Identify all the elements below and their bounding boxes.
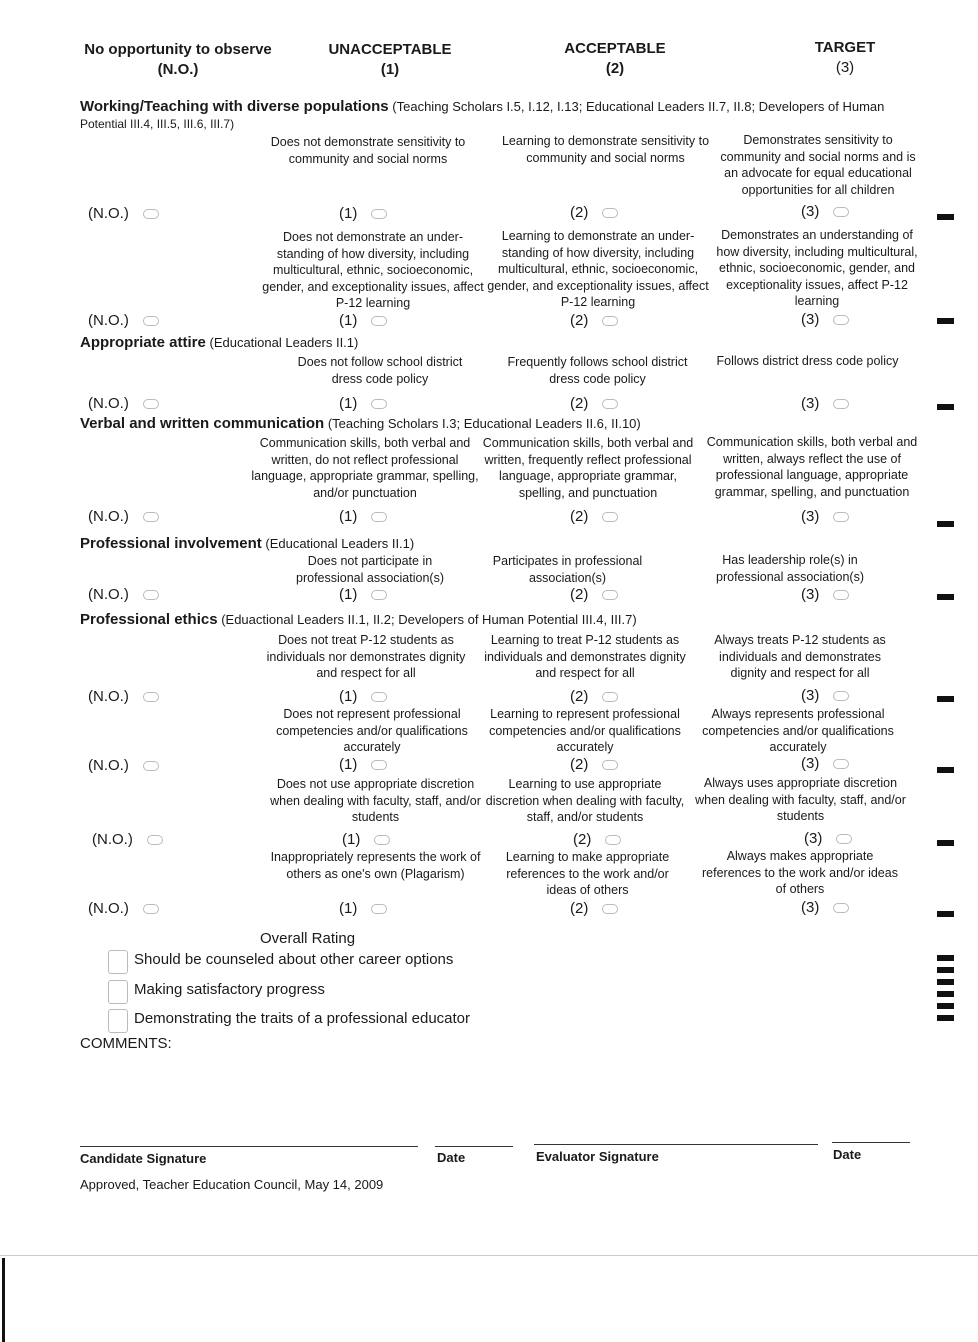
header-target [795,38,895,78]
header-ta-title: TARGET [814,39,876,56]
r1-label: (1) [339,688,358,705]
desc-5a: Does not participate in professional association(s) [296,554,444,585]
scan-mark [937,594,954,600]
bubble-icon[interactable] [833,207,849,217]
bubble-icon[interactable] [602,316,618,326]
header-unacceptable [320,40,460,80]
scan-mark [937,967,954,973]
r2-label: (2) [570,586,589,603]
scan-mark [937,840,954,846]
desc-9b: Learning to make appropriate references to the work and/or ideas of others [505,850,670,897]
desc-4a: Communication skills, both verbal and written, do not reflect professional language, appropriate grammar, spelling, and/or punctuation [251,436,479,500]
r1-option-3[interactable] [339,395,387,413]
r3-option-6[interactable] [801,687,849,705]
section-diverse-ref2: Potential III.4, III.5, III.6, III.7) [80,117,235,131]
bubble-icon[interactable] [143,399,159,409]
no-option-6[interactable] [88,688,159,706]
scan-mark [937,767,954,773]
header-ta-sub: (3) [835,59,855,76]
r3-label: (3) [801,311,820,328]
r1-label: (1) [339,900,358,917]
section-diverse-ref: (Teaching Scholars I.5, I.12, I.13; Educational Leaders II.7, II.8; Developers of Human [392,99,885,114]
bubble-icon[interactable] [602,399,618,409]
section-diverse-title: Working/Teaching with diverse populations [80,98,389,115]
desc-2a: Does not demonstrate an under-standing of how diversity, including multicultural, ethnic, socioeconomic, gender, and exceptionality issues, affect P-12 learning [262,230,484,310]
scan-mark [937,318,954,324]
desc-3c: Follows district dress code policy [716,354,899,368]
no-option-2[interactable] [88,312,159,330]
bubble-icon[interactable] [371,316,387,326]
section-prof-ref: (Educational Leaders II.1) [265,536,415,551]
bubble-icon[interactable] [836,834,852,844]
desc-9a: Inappropriately represents the work of others as one's own (Plagarism) [270,850,481,881]
r2-label: (2) [570,204,589,221]
checkbox-counseled[interactable] [108,950,128,974]
r2-label: (2) [570,508,589,525]
desc-4b: Communication skills, both verbal and written, frequently reflect professional language, appropriate grammar, spelling, and punctuation [482,436,694,500]
desc-8b: Learning to use appropriate discretion when dealing with faculty, staff, and/or students [485,777,685,824]
r3-label: (3) [801,755,820,772]
bubble-icon[interactable] [143,209,159,219]
section-verbal-title: Verbal and written communication [80,415,325,432]
bubble-icon[interactable] [147,835,163,845]
no-option-8[interactable] [92,831,163,849]
no-option-5[interactable] [88,586,159,604]
overall-title: Overall Rating [260,930,356,947]
bubble-icon[interactable] [602,760,618,770]
scan-edge-line [0,1255,978,1256]
r1-option-5[interactable] [339,586,387,604]
desc-6b: Learning to treat P-12 students as individuals and demonstrates dignity and respect for all [484,633,686,680]
section-verbal-ref: (Teaching Scholars I.3; Educational Leaders II.6, II.10) [327,416,641,431]
no-label: (N.O.) [88,586,129,603]
section-prof-title: Professional involvement [80,535,262,552]
r3-label: (3) [801,203,820,220]
r3-label: (3) [801,899,820,916]
r2-option-9[interactable] [570,900,618,918]
header-no-sub: (N.O.) [157,61,199,78]
scan-mark [937,404,954,410]
bubble-icon[interactable] [371,590,387,600]
overall-option-counseled: Should be counseled about other career options [134,951,454,968]
r3-label: (3) [801,395,820,412]
r1-label: (1) [339,205,358,222]
candidate-signature-label: Candidate Signature [80,1151,207,1166]
no-label: (N.O.) [88,205,129,222]
r3-label: (3) [801,687,820,704]
section-attire [80,334,358,351]
no-label: (N.O.) [88,688,129,705]
overall-option-professional: Demonstrating the traits of a professional educator [134,1010,471,1027]
r2-label: (2) [573,831,592,848]
r1-option-2[interactable] [339,312,387,330]
section-ethics-ref: (Eduactional Leaders II.1, II.2; Developers of Human Potential III.4, III.7) [221,612,637,627]
desc-5b: Participates in professional association(s) [492,554,643,585]
section-attire-title: Appropriate attire [80,334,206,351]
r2-option-3[interactable] [570,395,618,413]
r1-label: (1) [339,395,358,412]
section-diverse [80,98,920,133]
no-option-1[interactable] [88,205,159,223]
bubble-icon[interactable] [833,315,849,325]
overall-option-satisfactory: Making satisfactory progress [134,981,325,998]
desc-4c: Communication skills, both verbal and written, always reflect the use of professional language, appropriate grammar, spelling, and punctuation [706,435,918,499]
r3-option-5[interactable] [801,586,849,604]
desc-6c: Always treats P-12 students as individuals and demonstrates dignity and respect for all [714,633,886,680]
r2-option-2[interactable] [570,312,618,330]
header-acceptable [545,39,685,79]
no-option-3[interactable] [88,395,159,413]
section-ethics [80,611,637,628]
scan-mark [937,521,954,527]
bubble-icon[interactable] [833,590,849,600]
section-verbal [80,415,641,432]
bubble-icon[interactable] [143,590,159,600]
desc-6a: Does not treat P-12 students as individuals nor demonstrates dignity and respect for all [266,633,466,680]
no-label: (N.O.) [88,900,129,917]
scan-edge-bar [2,1258,5,1342]
r1-label: (1) [339,508,358,525]
desc-1c: Demonstrates sensitivity to community and social norms and is an advocate for equal educational opportunities for all children [720,133,916,197]
desc-7c: Always represents professional competencies and/or qualifications accurately [702,707,894,754]
header-ac-title: ACCEPTABLE [564,40,666,57]
desc-3b: Frequently follows school district dress code policy [507,355,688,386]
no-label: (N.O.) [88,395,129,412]
scan-mark [937,991,954,997]
bubble-icon[interactable] [833,759,849,769]
desc-5c: Has leadership role(s) in professional association(s) [716,553,864,584]
evaluator-date-label: Date [833,1147,862,1162]
bubble-icon[interactable] [371,209,387,219]
bubble-icon[interactable] [602,208,618,218]
bubble-icon[interactable] [602,590,618,600]
r2-option-6[interactable] [570,688,618,706]
r3-label: (3) [801,586,820,603]
no-option-9[interactable] [88,900,159,918]
r2-label: (2) [570,395,589,412]
r3-option-9[interactable] [801,899,849,917]
comments-label: COMMENTS: [80,1035,172,1052]
header-ac-sub: (2) [605,60,625,77]
bubble-icon[interactable] [371,692,387,702]
r1-label: (1) [339,756,358,773]
no-label: (N.O.) [88,312,129,329]
desc-9c: Always makes appropriate references to the work and/or ideas of others [702,849,898,896]
bubble-icon[interactable] [371,760,387,770]
section-attire-ref: (Educational Leaders II.1) [209,335,359,350]
header-un-sub: (1) [380,61,400,78]
scan-mark [937,696,954,702]
desc-1b: Learning to demonstrate sensitivity to community and social norms [501,134,710,165]
bubble-icon[interactable] [143,512,159,522]
desc-8c: Always uses appropriate discretion when dealing with faculty, staff, and/or students [695,776,906,823]
r1-label: (1) [342,831,361,848]
r2-label: (2) [570,900,589,917]
r2-option-7[interactable] [570,756,618,774]
scan-mark [937,1015,954,1021]
bubble-icon[interactable] [143,316,159,326]
section-prof [80,535,414,552]
bubble-icon[interactable] [605,835,621,845]
bubble-icon[interactable] [374,835,390,845]
section-ethics-title: Professional ethics [80,611,218,628]
candidate-signature-line [80,1146,418,1147]
candidate-date-line [435,1146,513,1147]
bubble-icon[interactable] [833,903,849,913]
evaluator-signature-line [534,1144,818,1145]
bubble-icon[interactable] [833,512,849,522]
bubble-icon[interactable] [143,761,159,771]
bubble-icon[interactable] [602,904,618,914]
scan-mark [937,911,954,917]
r1-label: (1) [339,312,358,329]
header-no-opportunity [78,40,278,80]
desc-7a: Does not represent professional competencies and/or qualifications accurately [276,707,468,754]
r1-option-6[interactable] [339,688,387,706]
candidate-date-label: Date [437,1150,466,1165]
r1-label: (1) [339,586,358,603]
r1-option-4[interactable] [339,508,387,526]
bubble-icon[interactable] [371,399,387,409]
bubble-icon[interactable] [602,512,618,522]
checkbox-professional[interactable] [108,1009,128,1033]
r3-label: (3) [804,830,823,847]
desc-2c: Demonstrates an understanding of how diversity, including multicultural, ethnic, socioeconomic, gender, and exceptionality issues, affect P-12 learning [716,228,918,308]
r3-option-2[interactable] [801,311,849,329]
no-label: (N.O.) [88,757,129,774]
r3-label: (3) [801,508,820,525]
scan-mark [937,979,954,985]
r3-option-3[interactable] [801,395,849,413]
checkbox-satisfactory[interactable] [108,980,128,1004]
r1-option-9[interactable] [339,900,387,918]
r2-option-5[interactable] [570,586,618,604]
r1-option-7[interactable] [339,756,387,774]
bubble-icon[interactable] [143,692,159,702]
desc-2b: Learning to demonstrate an under-standing of how diversity, including multicultural, ethnic, socioeconomic, gender, and exceptionality issues, affect P-12 learning [487,229,709,309]
bubble-icon[interactable] [371,904,387,914]
r1-option-1[interactable] [339,205,387,223]
desc-1a: Does not demonstrate sensitivity to community and social norms [270,135,466,166]
r3-option-8[interactable] [804,830,852,848]
desc-8a: Does not use appropriate discretion when dealing with faculty, staff, and/or students [270,777,481,824]
scan-mark [937,214,954,220]
bubble-icon[interactable] [833,691,849,701]
scan-mark [937,1003,954,1009]
header-no-title: No opportunity to observe [84,41,272,58]
scan-mark [937,955,954,961]
r1-option-8[interactable] [342,831,390,849]
r3-option-1[interactable] [801,203,849,221]
r2-option-4[interactable] [570,508,618,526]
desc-7b: Learning to represent professional competencies and/or qualifications accurately [489,707,681,754]
evaluator-date-line [832,1142,910,1143]
evaluator-signature-label: Evaluator Signature [536,1149,659,1164]
r2-label: (2) [570,312,589,329]
desc-3a: Does not follow school district dress code policy [297,355,463,386]
r3-option-7[interactable] [801,755,849,773]
no-option-7[interactable] [88,757,159,775]
r2-label: (2) [570,756,589,773]
bubble-icon[interactable] [371,512,387,522]
no-option-4[interactable] [88,508,159,526]
no-label: (N.O.) [88,508,129,525]
bubble-icon[interactable] [833,399,849,409]
r2-option-8[interactable] [573,831,621,849]
bubble-icon[interactable] [143,904,159,914]
r3-option-4[interactable] [801,508,849,526]
r2-label: (2) [570,688,589,705]
approved-note: Approved, Teacher Education Council, May 14, 2009 [80,1177,384,1192]
no-label: (N.O.) [92,831,133,848]
header-un-title: UNACCEPTABLE [328,41,452,58]
r2-option-1[interactable] [570,204,618,222]
bubble-icon[interactable] [602,692,618,702]
